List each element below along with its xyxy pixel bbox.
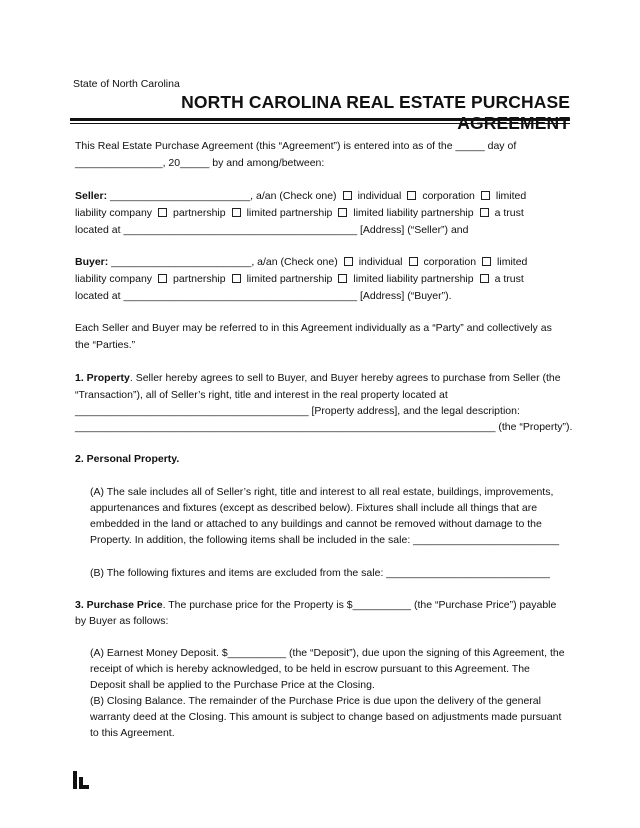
purchase-price-line-1-text: . The purchase price for the Property is $__________ (the “Purchase Price”) payable: [162, 599, 557, 611]
property-heading: 1. Property: [75, 372, 130, 384]
seller-llc-checkbox[interactable]: [481, 191, 490, 200]
buyer-name-blank: ________________________, a/an (Check one): [108, 256, 338, 268]
purchase-price-a-line-1: (A) Earnest Money Deposit. $__________ (the “Deposit”), due upon the signing of this Agreement, the: [90, 647, 565, 659]
seller-partnership-label: partnership: [173, 207, 226, 219]
seller-label: Seller:: [75, 190, 108, 202]
buyer-individual-checkbox[interactable]: [344, 257, 353, 266]
property-line-2: “Transaction”), all of Seller’s right, title and interest in the real property located at: [75, 389, 448, 401]
seller-corporation-checkbox[interactable]: [407, 191, 416, 200]
legal-templates-logo-icon: [73, 771, 89, 789]
purchase-price-b-line-3: to this Agreement.: [90, 727, 175, 739]
purchase-price-line-2: by Buyer as follows:: [75, 615, 169, 627]
purchase-price-a-line-3: Deposit shall be applied to the Purchase Price at the Closing.: [90, 679, 375, 691]
buyer-line-2: [75, 272, 524, 286]
purchase-price-line-1: [75, 598, 556, 612]
buyer-trust-checkbox[interactable]: [480, 274, 489, 283]
seller-individual-checkbox[interactable]: [343, 191, 352, 200]
purchase-price-b-line-1: (B) Closing Balance. The remainder of the Purchase Price is due upon the delivery of the general: [90, 695, 541, 707]
seller-lp-label: limited partnership: [246, 207, 333, 219]
seller-line-1: [75, 189, 526, 203]
property-line-4: ________________________________________________________________________ (the “Property”).: [75, 421, 573, 433]
title-rule-thin: [70, 123, 570, 124]
seller-name-blank: ________________________, a/an (Check one): [107, 190, 337, 202]
buyer-corporation-label: corporation: [423, 256, 477, 268]
seller-lp-checkbox[interactable]: [232, 208, 241, 217]
buyer-limited-label: limited: [497, 256, 528, 268]
buyer-trust-label: a trust: [494, 273, 524, 285]
buyer-llp-checkbox[interactable]: [338, 274, 347, 283]
seller-individual-label: individual: [357, 190, 402, 202]
purchase-price-heading: 3. Purchase Price: [75, 599, 163, 611]
personal-property-a-line-3: embedded in the land or attached to any buildings and cannot be removed without damage to the: [90, 518, 542, 530]
personal-property-a-line-2: appurtenances and fixtures (except as described below). Fixtures shall include all things that are: [90, 502, 538, 514]
buyer-lp-checkbox[interactable]: [232, 274, 241, 283]
parties-line-2: the “Parties.”: [75, 339, 136, 351]
purchase-price-a-line-2: receipt of which is hereby acknowledged, to be held in escrow pursuant to this Agreement. The: [90, 663, 530, 675]
buyer-partnership-checkbox[interactable]: [158, 274, 167, 283]
property-line-1-text: . Seller hereby agrees to sell to Buyer, and Buyer hereby agrees to purchase from Seller (the: [129, 372, 561, 384]
personal-property-heading: 2. Personal Property.: [75, 453, 180, 465]
purchase-price-b-line-2: warranty deed at the Closing. This amount is subject to change based on adjustments made pursuant: [90, 711, 562, 723]
seller-corporation-label: corporation: [422, 190, 475, 202]
seller-llp-label: limited liability partnership: [353, 207, 474, 219]
buyer-llc-checkbox[interactable]: [482, 257, 491, 266]
personal-property-a-line-4: Property. In addition, the following items shall be included in the sale: _________________________: [90, 534, 560, 546]
parties-line-1: Each Seller and Buyer may be referred to in this Agreement individually as a “Party” and collectively as: [75, 322, 552, 334]
buyer-lp-label: limited partnership: [246, 273, 333, 285]
title-rule-thick: [70, 118, 570, 121]
state-label: State of North Carolina: [73, 78, 180, 90]
personal-property-a-line-1: (A) The sale includes all of Seller’s right, title and interest to all real estate, buildings, improvements,: [90, 486, 554, 498]
buyer-llp-label: limited liability partnership: [353, 273, 474, 285]
personal-property-b-line: (B) The following fixtures and items are excluded from the sale: ____________________________: [90, 567, 550, 579]
seller-trust-checkbox[interactable]: [480, 208, 489, 217]
seller-limited-label: limited: [495, 190, 527, 202]
property-line-1: [75, 371, 561, 385]
buyer-partnership-label: partnership: [173, 273, 226, 285]
property-line-3: ________________________________________ [Property address], and the legal description:: [75, 405, 520, 417]
seller-address-line: located at ________________________________________ [Address] (“Seller”) and: [75, 224, 469, 236]
buyer-line-1: [75, 255, 527, 269]
page-title: NORTH CAROLINA REAL ESTATE PURCHASE AGREEMENT: [181, 92, 570, 133]
buyer-llc-label-cont: liability company: [75, 273, 153, 285]
intro-line-2: _______________, 20_____ by and among/between:: [75, 157, 325, 169]
seller-line-2: [75, 206, 524, 220]
buyer-individual-label: individual: [358, 256, 403, 268]
seller-llp-checkbox[interactable]: [338, 208, 347, 217]
seller-trust-label: a trust: [494, 207, 524, 219]
buyer-label: Buyer:: [75, 256, 109, 268]
seller-llc-label-cont: liability company: [75, 207, 153, 219]
buyer-address-line: located at ________________________________________ [Address] (“Buyer”).: [75, 290, 452, 302]
intro-line-1: This Real Estate Purchase Agreement (this “Agreement”) is entered into as of the _____ day of: [75, 140, 517, 152]
buyer-corporation-checkbox[interactable]: [409, 257, 418, 266]
seller-partnership-checkbox[interactable]: [158, 208, 167, 217]
